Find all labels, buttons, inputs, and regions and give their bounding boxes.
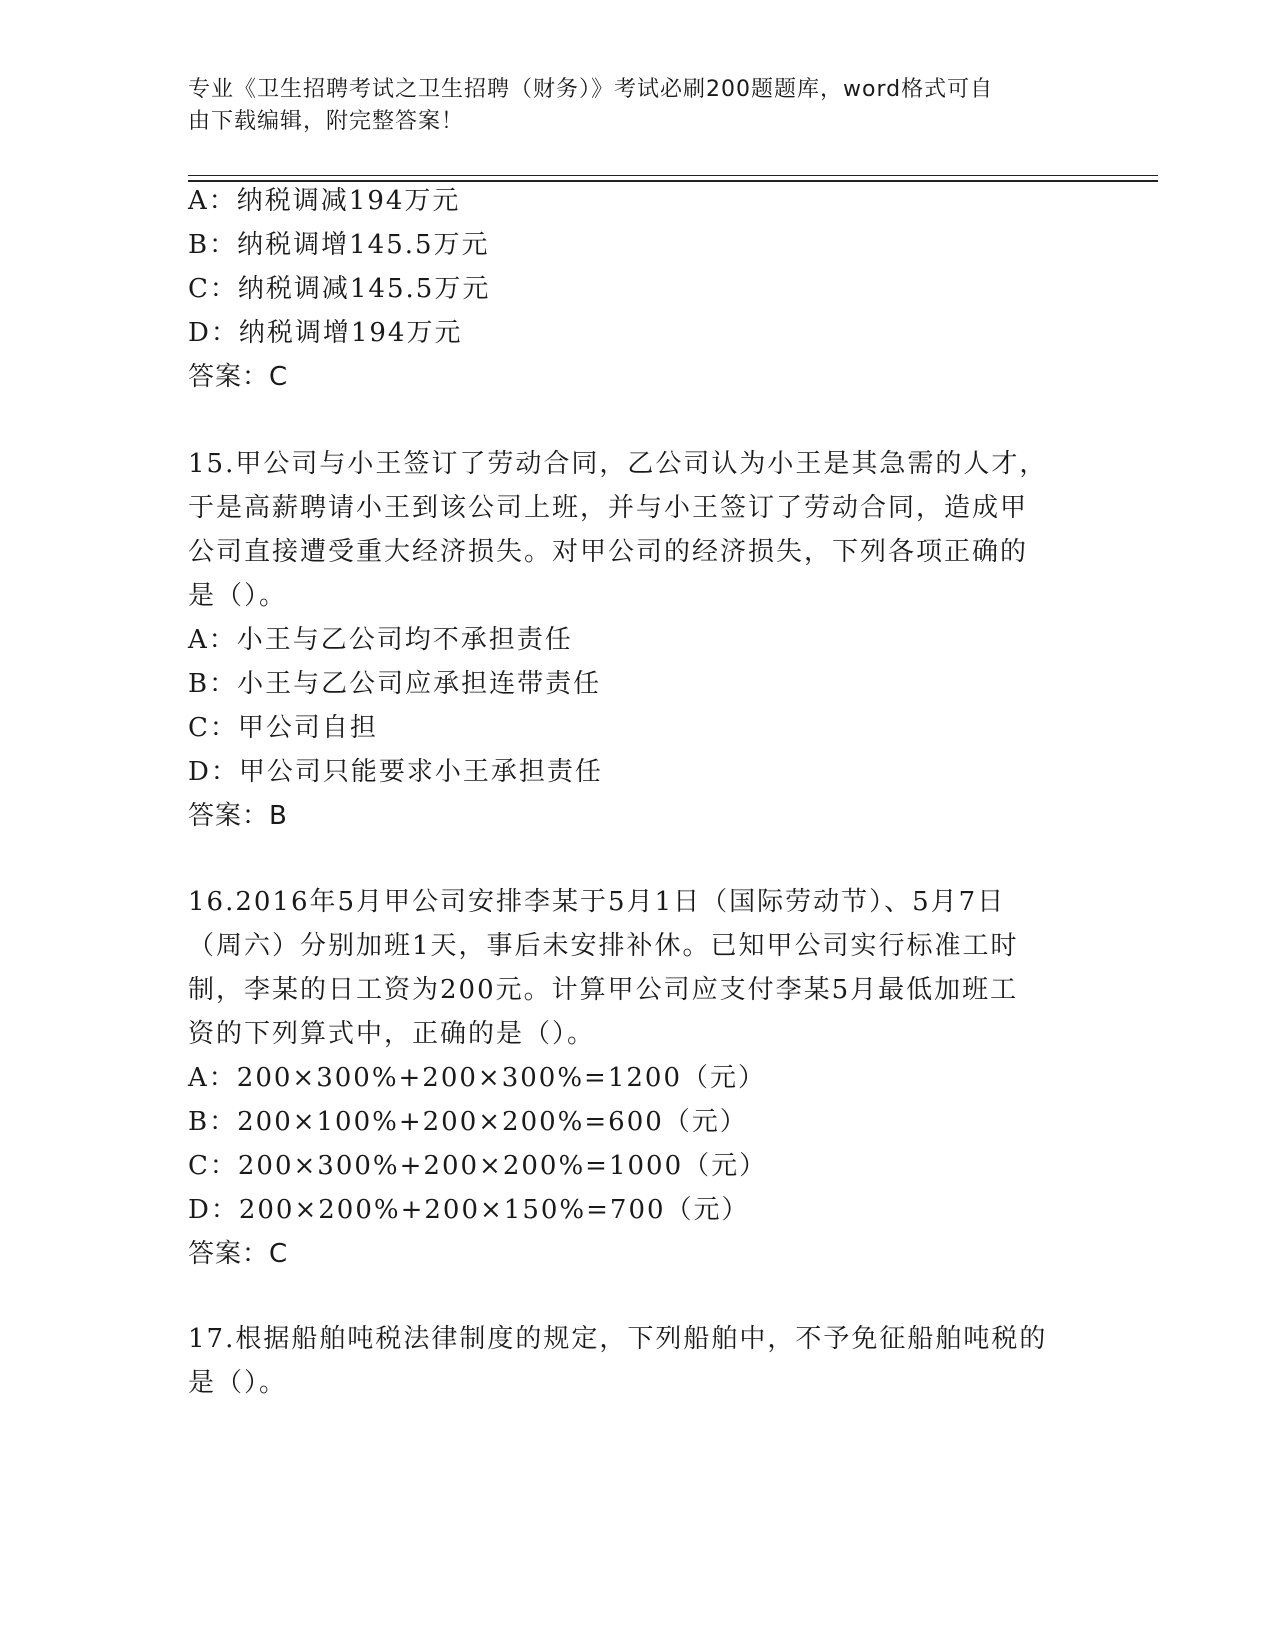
q14-option-b: B：纳税调增145.5万元 — [188, 230, 490, 260]
q15-stem-line-4: 是（）。 — [188, 581, 288, 611]
q14-option-a: A：纳税调减194万元 — [188, 186, 461, 216]
q16-stem-line-1: 16.2016年5月甲公司安排李某于5月1日（国际劳动节）、5月7日 — [188, 887, 1006, 917]
q16-stem-line-2: （周六）分别加班1天，事后未安排补休。已知甲公司实行标准工时 — [188, 931, 1019, 961]
q14-option-d: D：纳税调增194万元 — [188, 318, 463, 348]
q17-stem-line-1: 17.根据船舶吨税法律制度的规定，下列船舶中，不予免征船舶吨税的 — [188, 1324, 1048, 1354]
q16-option-c: C：200×300%+200×200%=1000（元） — [188, 1151, 768, 1181]
q15-option-b: B：小王与乙公司应承担连带责任 — [188, 669, 602, 699]
q15-option-c: C：甲公司自担 — [188, 713, 378, 743]
q15-answer: 答案：B — [188, 801, 288, 831]
q15-stem-line-3: 公司直接遭受重大经济损失。对甲公司的经济损失，下列各项正确的 — [188, 537, 1029, 567]
q15-stem-line-1: 15.甲公司与小王签订了劳动合同，乙公司认为小王是其急需的人才， — [188, 449, 1048, 479]
q16-stem-line-3: 制，李某的日工资为200元。计算甲公司应支付李某5月最低加班工 — [188, 975, 1019, 1005]
q16-option-b: B：200×100%+200×200%=600（元） — [188, 1107, 748, 1137]
q15-option-d: D：甲公司只能要求小王承担责任 — [188, 757, 603, 787]
q16-option-a: A：200×300%+200×300%=1200（元） — [188, 1063, 766, 1093]
header-rule-thin — [188, 175, 1158, 176]
header-line-2: 由下载编辑，附完整答案！ — [188, 109, 465, 134]
document-header — [188, 74, 1068, 138]
q16-option-d: D：200×200%+200×150%=700（元） — [188, 1195, 750, 1225]
q16-answer: 答案：C — [188, 1239, 289, 1269]
q17-stem-line-2: 是（）。 — [188, 1368, 288, 1398]
q15-stem-line-2: 于是高薪聘请小王到该公司上班，并与小王签订了劳动合同，造成甲 — [188, 493, 1029, 523]
q14-answer: 答案：C — [188, 362, 289, 392]
header-line-1: 专业《卫生招聘考试之卫生招聘（财务）》考试必刷200题题库，word格式可自 — [188, 77, 994, 102]
q16-stem-line-4: 资的下列算式中，正确的是（）。 — [188, 1019, 596, 1049]
q15-option-a: A：小王与乙公司均不承担责任 — [188, 625, 573, 655]
header-rule-thick — [188, 180, 1158, 182]
q14-option-c: C：纳税调减145.5万元 — [188, 274, 491, 304]
